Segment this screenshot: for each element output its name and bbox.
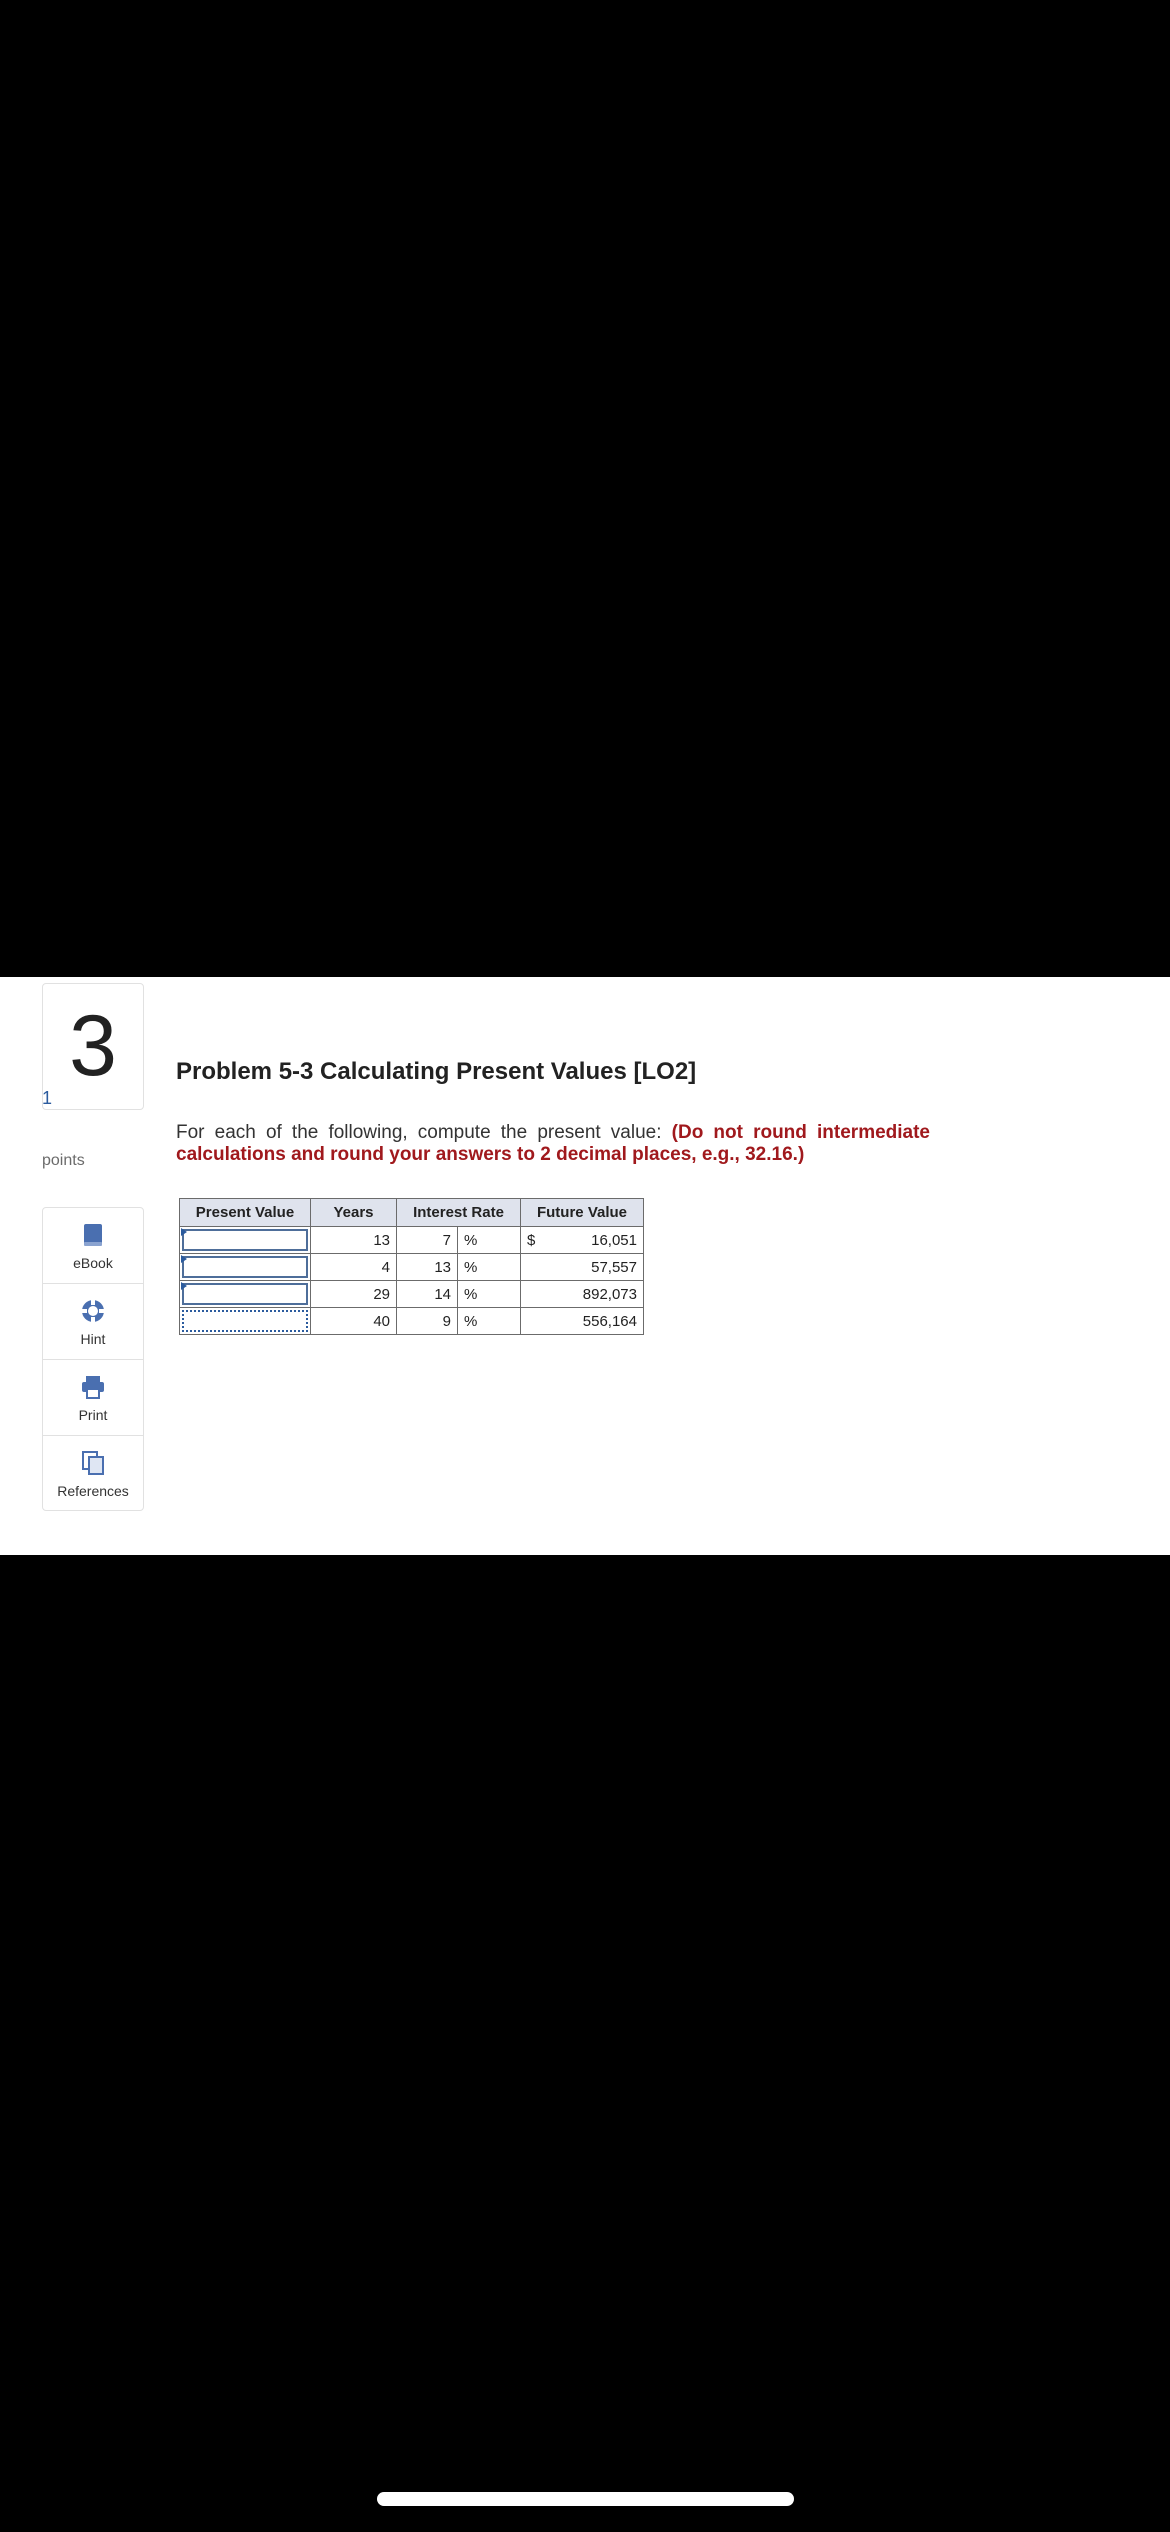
book-icon	[79, 1221, 107, 1249]
present-value-cell	[180, 1254, 311, 1281]
hint-button[interactable]	[43, 1284, 143, 1360]
ebook-label: eBook	[73, 1254, 113, 1271]
dollar-cell	[521, 1254, 552, 1281]
dollar-cell	[521, 1308, 552, 1335]
present-value-cell	[180, 1281, 311, 1308]
instructions	[176, 1122, 930, 1166]
future-value-cell: 16,051	[551, 1227, 644, 1254]
print-button[interactable]	[43, 1360, 143, 1436]
points-label: points	[42, 1152, 85, 1169]
instruction-text: For each of the following, compute the present value:	[176, 1122, 672, 1143]
home-indicator[interactable]	[377, 2492, 794, 2506]
years-cell: 13	[311, 1227, 397, 1254]
present-value-cell	[180, 1227, 311, 1254]
header-present-value: Present Value	[180, 1199, 311, 1227]
flag-icon	[181, 1282, 187, 1290]
instruction-emphasis: (Do not round intermediate calculations and round your answers to 2 decimal places, e.g., 32.16.)	[176, 1122, 930, 1165]
points-value: 1	[42, 1088, 53, 1108]
lifebuoy-icon	[79, 1297, 107, 1325]
problem-title: Problem 5-3 Calculating Present Values [LO2]	[176, 1058, 697, 1085]
percent-cell: %	[458, 1281, 521, 1308]
present-value-input[interactable]	[182, 1229, 308, 1251]
header-future-value: Future Value	[521, 1199, 644, 1227]
header-years: Years	[311, 1199, 397, 1227]
rate-cell: 9	[397, 1308, 458, 1335]
future-value-cell: 892,073	[551, 1281, 644, 1308]
table-row	[180, 1281, 644, 1308]
present-value-input[interactable]	[182, 1283, 308, 1305]
documents-icon	[79, 1449, 107, 1477]
printer-icon	[79, 1373, 107, 1401]
rate-cell: 13	[397, 1254, 458, 1281]
flag-icon	[181, 1255, 187, 1263]
rate-cell: 14	[397, 1281, 458, 1308]
present-value-table	[179, 1198, 644, 1335]
hint-label: Hint	[80, 1330, 106, 1347]
table-row	[180, 1254, 644, 1281]
tools-panel	[42, 1207, 144, 1511]
header-interest-rate: Interest Rate	[397, 1199, 521, 1227]
percent-cell: %	[458, 1227, 521, 1254]
table-header-row	[180, 1199, 644, 1227]
print-label: Print	[78, 1406, 108, 1423]
percent-cell: %	[458, 1254, 521, 1281]
dollar-cell	[521, 1281, 552, 1308]
years-cell: 4	[311, 1254, 397, 1281]
years-cell: 29	[311, 1281, 397, 1308]
question-number: 3	[69, 998, 117, 1094]
future-value-cell: 556,164	[551, 1308, 644, 1335]
flag-icon	[181, 1228, 187, 1236]
question-number-box	[42, 983, 144, 1110]
rate-cell: 7	[397, 1227, 458, 1254]
dollar-cell: $	[521, 1227, 552, 1254]
present-value-input[interactable]	[182, 1256, 308, 1278]
present-value-cell	[180, 1308, 311, 1335]
percent-cell: %	[458, 1308, 521, 1335]
years-cell: 40	[311, 1308, 397, 1335]
references-label: References	[57, 1482, 129, 1499]
table-row	[180, 1308, 644, 1335]
ebook-button[interactable]	[43, 1208, 143, 1284]
table-row	[180, 1227, 644, 1254]
references-button[interactable]	[43, 1436, 143, 1511]
present-value-input[interactable]	[182, 1310, 308, 1332]
future-value-cell: 57,557	[551, 1254, 644, 1281]
